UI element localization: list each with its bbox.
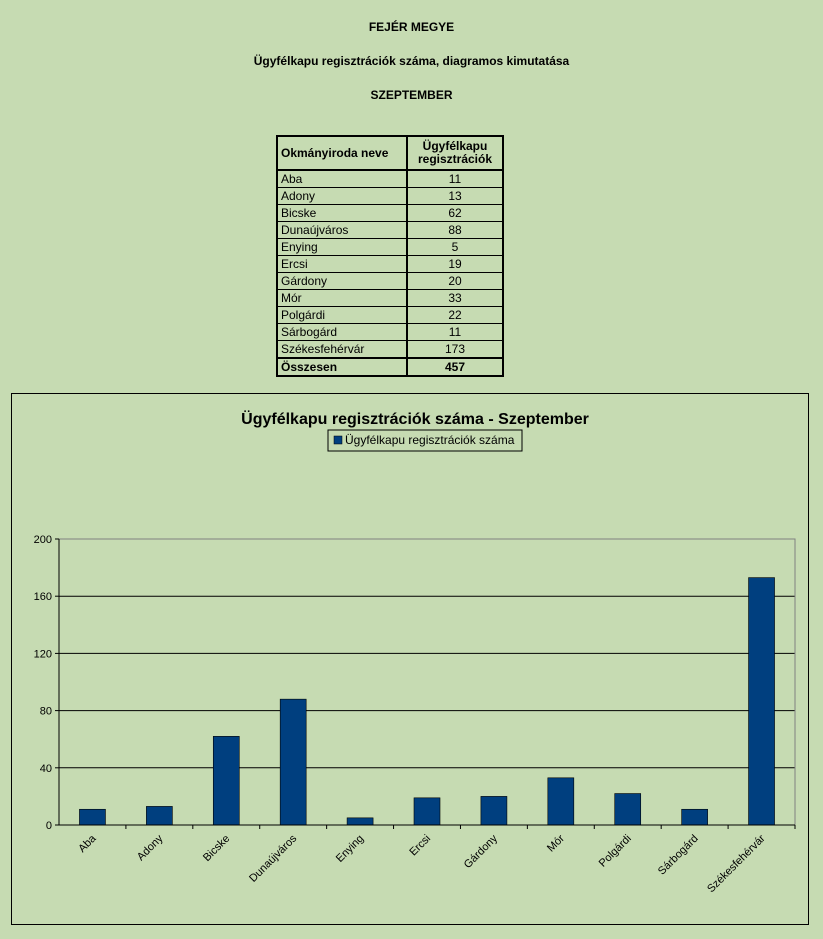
table-row [277,290,503,307]
table-row [277,239,503,256]
table-row [277,307,503,324]
table-total-row [277,358,503,376]
x-tick-label: Adony [134,832,166,864]
bar-9 [682,809,708,825]
registration-count-cell: 33 [407,290,503,307]
column-header-office: Okmányiroda neve [277,136,407,170]
table-header-row [277,136,503,170]
bar-4 [347,818,373,825]
office-name-cell: Mór [277,290,407,307]
y-tick-label: 40 [39,762,52,775]
bar-5 [414,798,440,825]
total-value-cell: 457 [407,358,503,376]
y-tick-label: 80 [39,705,52,718]
registration-count-cell: 19 [407,256,503,273]
y-tick-label: 200 [33,534,52,546]
x-tick-label: Sárbogárd [655,832,701,878]
registration-count-cell: 22 [407,307,503,324]
x-tick-label: Polgárdi [596,832,634,870]
office-name-cell: Gárdony [277,273,407,290]
office-name-cell: Polgárdi [277,307,407,324]
registration-count-cell: 13 [407,188,503,205]
table-body [277,170,503,376]
x-tick-label: Dunaújváros [247,832,300,885]
office-name-cell: Aba [277,170,407,188]
registration-count-cell: 173 [407,341,503,359]
page-month: SZEPTEMBER [370,88,453,102]
table-row [277,273,503,290]
page-title: FEJÉR MEGYE [368,20,455,34]
table-row [277,170,503,188]
chart-title: Ügyfélkapu regisztrációk száma - Szeptember [241,411,589,428]
office-name-cell: Enying [277,239,407,256]
bar-0 [79,809,105,825]
table-row [277,205,503,222]
registration-count-cell: 62 [407,205,503,222]
registration-count-cell: 5 [407,239,503,256]
x-tick-label: Enying [333,832,367,865]
office-name-cell: Bicske [277,205,407,222]
bar-chart [12,394,808,924]
x-tick-label: Aba [76,832,99,855]
registration-count-cell: 88 [407,222,503,239]
table-row [277,188,503,205]
plot-area [59,539,795,825]
bar-2 [213,736,239,825]
bar-7 [548,778,574,825]
bar-8 [615,794,641,825]
bar-6 [481,796,507,825]
registrations-table [276,135,504,377]
registration-count-cell: 11 [407,324,503,341]
bar-3 [280,699,306,825]
table-row [277,341,503,359]
column-header-registrations-line1: Ügyfélkapu [422,139,488,153]
legend [328,430,522,451]
table-row [277,222,503,239]
office-name-cell: Adony [277,188,407,205]
registration-count-cell: 20 [407,273,503,290]
x-tick-label: Mór [545,832,567,855]
total-label-cell: Összesen [277,358,407,376]
legend-swatch [334,436,342,444]
office-name-cell: Székesfehérvár [277,341,407,359]
table-row [277,256,503,273]
bar-10 [749,578,775,825]
y-tick-label: 160 [33,591,52,604]
x-tick-label: Bicske [200,832,233,865]
table-row [277,324,503,341]
office-name-cell: Ercsi [277,256,407,273]
x-tick-label: Gárdony [461,832,501,871]
office-name-cell: Sárbogárd [277,324,407,341]
registration-count-cell: 11 [407,170,503,188]
y-tick-label: 120 [33,648,52,661]
x-tick-label: Székesfehérvár [705,832,768,896]
bar-1 [146,806,172,825]
x-tick-label: Ercsi [407,832,434,859]
office-name-cell: Dunaújváros [277,222,407,239]
legend-label: Ügyfélkapu regisztrációk száma [345,433,515,447]
y-tick-label: 0 [45,820,52,832]
column-header-registrations-line2: regisztrációk [417,152,493,166]
column-header-registrations [407,136,503,170]
page-subtitle: Ügyfélkapu regisztrációk száma, diagramos kimutatása [253,54,570,68]
chart-area [11,393,809,925]
